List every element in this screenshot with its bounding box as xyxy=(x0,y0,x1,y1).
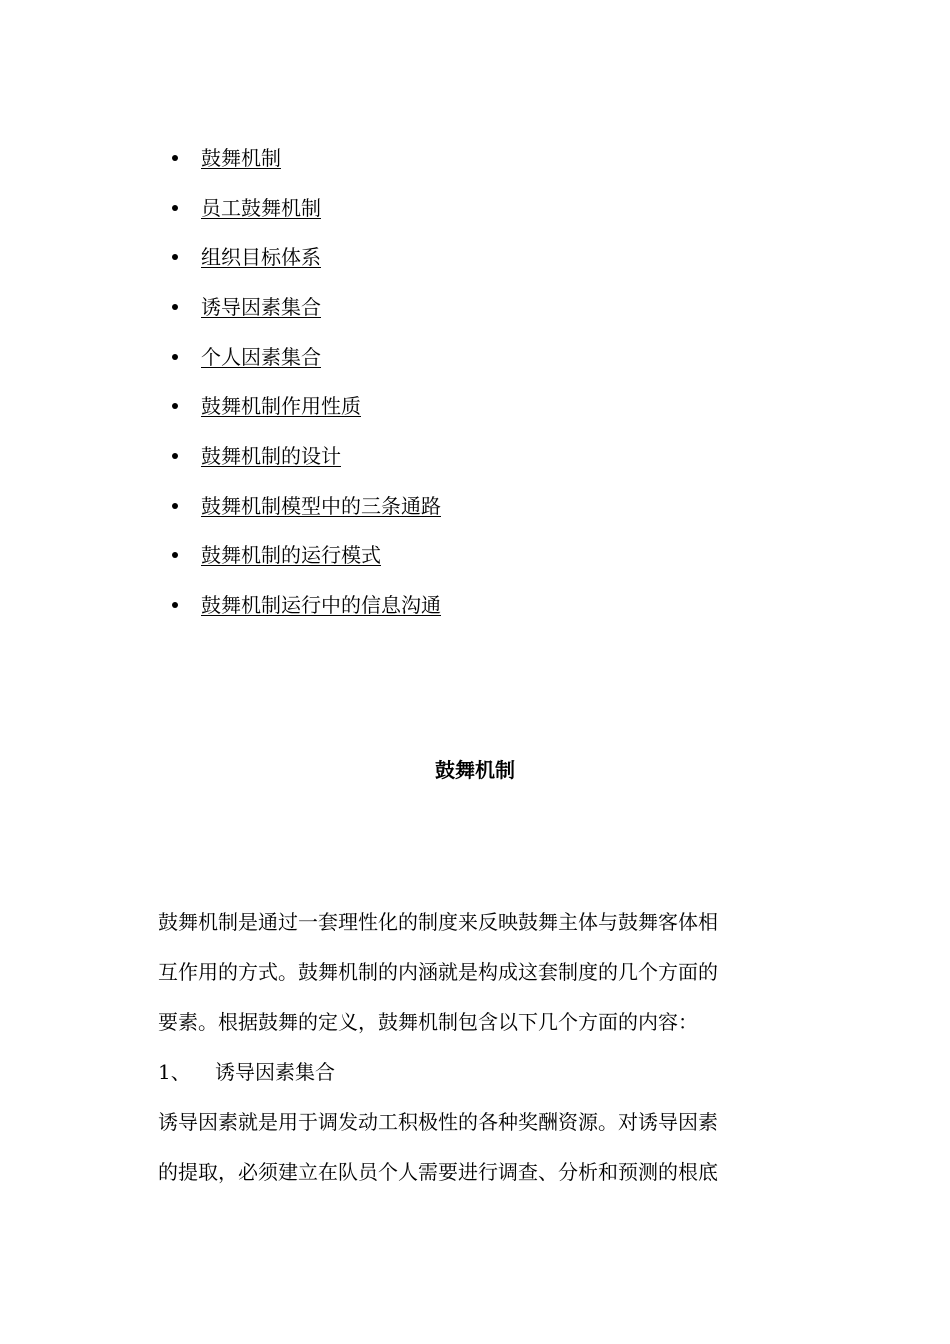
toc-item[interactable] xyxy=(0,332,950,382)
toc-item[interactable] xyxy=(0,133,950,183)
paragraph-line: 鼓舞机制是通过一套理性化的制度来反映鼓舞主体与鼓舞客体相 xyxy=(158,910,718,934)
bullet-icon xyxy=(172,453,178,459)
toc-item[interactable] xyxy=(0,431,950,481)
paragraph-line: 诱导因素就是用于调发动工积极性的各种奖酬资源。对诱导因素 xyxy=(158,1110,718,1134)
bullet-icon xyxy=(172,503,178,509)
subheading-number: 1、 xyxy=(158,1060,191,1084)
bullet-icon xyxy=(172,155,178,161)
toc-link[interactable]: 鼓舞机制模型中的三条通路 xyxy=(201,493,441,518)
paragraph-line: 的提取，必须建立在队员个人需要进行调查、分析和预测的根底 xyxy=(158,1160,718,1184)
toc-item[interactable] xyxy=(0,481,950,531)
bullet-icon xyxy=(172,354,178,360)
bullet-icon xyxy=(172,205,178,211)
subheading xyxy=(158,1047,798,1097)
toc-link[interactable]: 鼓舞机制的运行模式 xyxy=(201,543,381,568)
bullet-icon xyxy=(172,403,178,409)
toc-link[interactable]: 鼓舞机制的设计 xyxy=(201,443,341,468)
toc-item[interactable] xyxy=(0,580,950,630)
toc-item[interactable] xyxy=(0,531,950,581)
bullet-icon xyxy=(172,552,178,558)
toc-link[interactable]: 个人因素集合 xyxy=(201,344,321,369)
toc-item[interactable] xyxy=(0,232,950,282)
toc-link[interactable]: 鼓舞机制 xyxy=(201,145,281,170)
toc-link[interactable]: 诱导因素集合 xyxy=(201,294,321,319)
toc-item[interactable] xyxy=(0,183,950,233)
toc-link[interactable]: 组织目标体系 xyxy=(201,245,321,270)
subheading-text: 诱导因素集合 xyxy=(215,1060,335,1084)
table-of-contents xyxy=(0,133,950,630)
paragraph-line: 互作用的方式。鼓舞机制的内涵就是构成这套制度的几个方面的 xyxy=(158,960,718,984)
toc-item[interactable] xyxy=(0,282,950,332)
section-body xyxy=(158,897,798,1197)
toc-link[interactable]: 员工鼓舞机制 xyxy=(201,195,321,220)
toc-link[interactable]: 鼓舞机制运行中的信息沟通 xyxy=(201,593,441,618)
section-title: 鼓舞机制 xyxy=(435,758,515,782)
toc-item[interactable] xyxy=(0,381,950,431)
toc-link[interactable]: 鼓舞机制作用性质 xyxy=(201,394,361,419)
bullet-icon xyxy=(172,304,178,310)
bullet-icon xyxy=(172,602,178,608)
paragraph-line: 要素。根据鼓舞的定义，鼓舞机制包含以下几个方面的内容： xyxy=(158,1010,698,1034)
bullet-icon xyxy=(172,254,178,260)
